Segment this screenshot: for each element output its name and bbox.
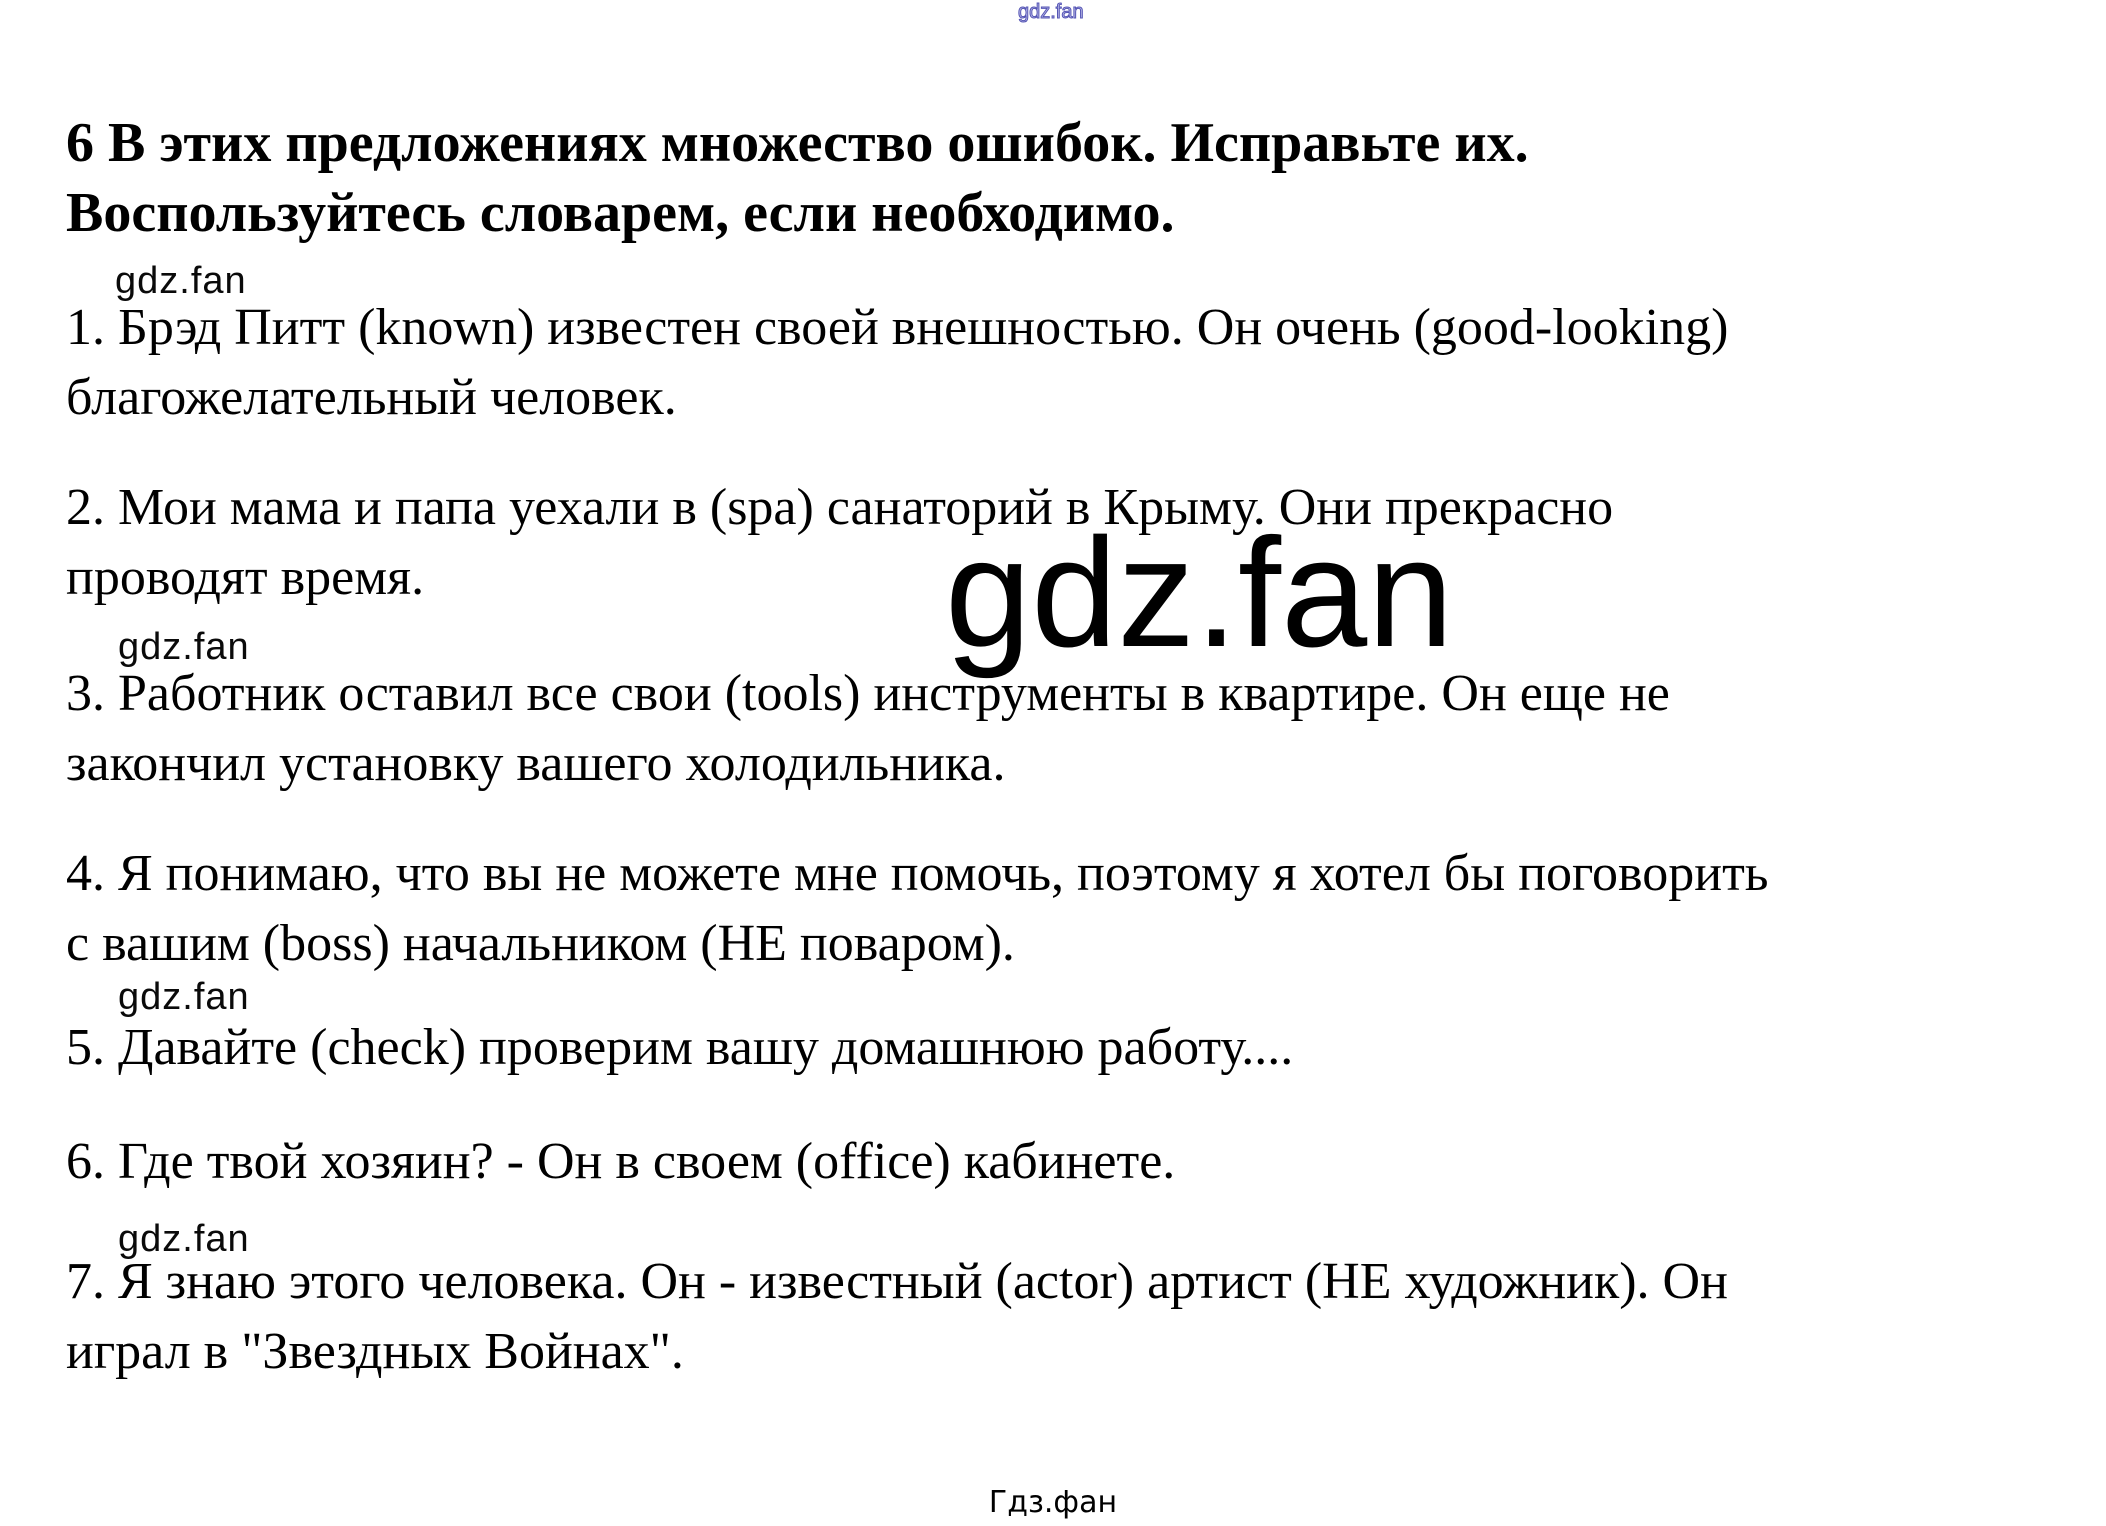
item-2-line-2: проводят время. — [66, 549, 425, 606]
item-4-line-2: с вашим (boss) начальником (НЕ поваром). — [66, 915, 1015, 972]
item-4-line-1: 4. Я понимаю, что вы не можете мне помочь, поэтому я хотел бы поговорить — [66, 845, 1769, 902]
inline-watermark-label: gdz.fan — [118, 1218, 250, 1260]
item-2-line-1: 2. Мои мама и папа уехали в (spa) санаторий в Крыму. Они прекрасно — [66, 479, 1614, 536]
exercise-heading-line-2: Воспользуйтесь словарем, если необходимо. — [66, 182, 1175, 244]
site-watermark-top: gdz.fan — [1018, 1, 1084, 23]
item-5-line-1: 5. Давайте (check) проверим вашу домашнюю работу.... — [66, 1019, 1294, 1076]
site-watermark-big: gdz.fan — [945, 506, 1454, 679]
item-6-line-1: 6. Где твой хозяин? - Он в своем (office) кабинете. — [66, 1133, 1176, 1190]
item-7-line-2: играл в "Звездных Войнах". — [66, 1323, 684, 1380]
inline-watermark-label: gdz.fan — [118, 626, 250, 668]
item-3-line-2: закончил установку вашего холодильника. — [66, 735, 1006, 792]
inline-watermark-label: gdz.fan — [115, 260, 247, 302]
site-footer-watermark: Гдз.фан — [988, 1485, 1118, 1520]
item-7-line-1: 7. Я знаю этого человека. Он - известный (actor) артист (НЕ художник). Он — [66, 1253, 1728, 1310]
inline-watermark-label: gdz.fan — [118, 976, 250, 1018]
item-1-line-2: благожелательный человек. — [66, 369, 677, 426]
exercise-heading-line-1: 6 В этих предложениях множество ошибок. Исправьте их. — [66, 112, 1529, 174]
item-1-line-1: 1. Брэд Питт (known) известен своей внешностью. Он очень (good-looking) — [66, 299, 1729, 356]
item-3-line-1: 3. Работник оставил все свои (tools) инструменты в квартире. Он еще не — [66, 665, 1670, 722]
